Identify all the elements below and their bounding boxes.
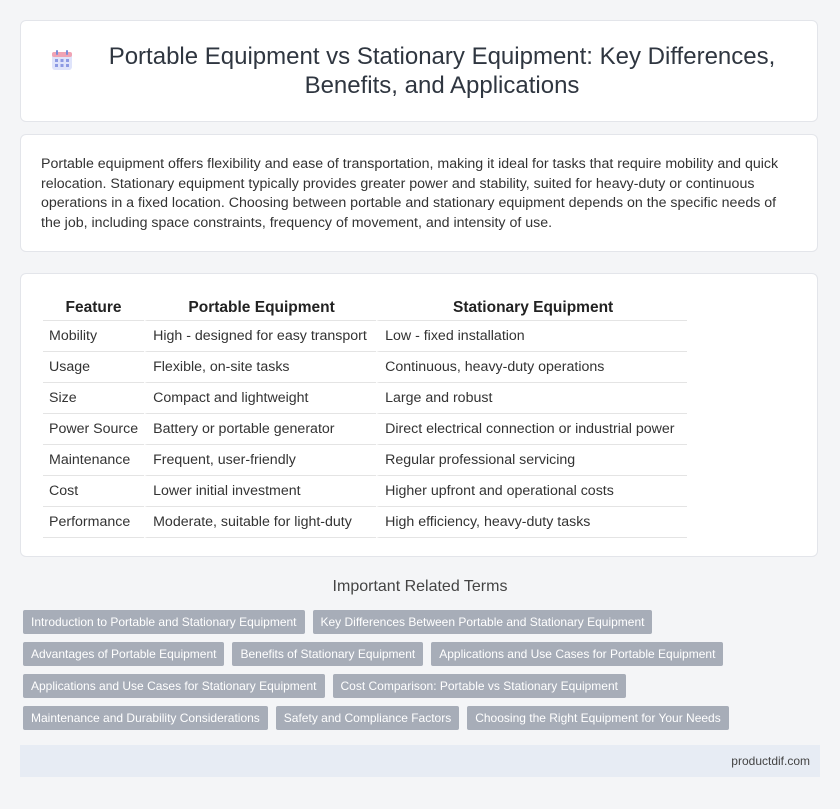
related-term-tag[interactable]: Advantages of Portable Equipment [23, 642, 224, 666]
table-row [43, 383, 687, 414]
related-term-tag[interactable]: Choosing the Right Equipment for Your Needs [467, 706, 729, 730]
feature-cell: Power Source [43, 414, 144, 445]
header-portable: Portable Equipment [144, 294, 376, 321]
stationary-cell: Continuous, heavy-duty operations [376, 352, 687, 383]
table-row [43, 352, 687, 383]
tag-row [23, 706, 823, 730]
table-row [43, 414, 687, 445]
tag-row [23, 642, 823, 666]
table-row [43, 445, 687, 476]
related-terms-title: Important Related Terms [332, 578, 508, 595]
stationary-cell: Direct electrical connection or industrial power [376, 414, 687, 445]
related-term-tag[interactable]: Safety and Compliance Factors [276, 706, 459, 730]
stationary-cell: Large and robust [376, 383, 687, 414]
portable-cell: Compact and lightweight [144, 383, 376, 414]
intro-card [20, 134, 818, 252]
table-row [43, 476, 687, 507]
table-row [43, 321, 687, 352]
header-card [20, 20, 818, 122]
stationary-cell: Regular professional servicing [376, 445, 687, 476]
portable-cell: High - designed for easy transport [144, 321, 376, 352]
feature-cell: Usage [43, 352, 144, 383]
header-stationary: Stationary Equipment [376, 294, 687, 321]
related-term-tag[interactable]: Benefits of Stationary Equipment [232, 642, 423, 666]
comparison-table [43, 294, 687, 538]
related-term-tag[interactable]: Maintenance and Durability Considerations [23, 706, 268, 730]
portable-cell: Moderate, suitable for light-duty [144, 507, 376, 538]
header-feature: Feature [43, 294, 144, 321]
portable-cell: Lower initial investment [144, 476, 376, 507]
portable-cell: Flexible, on-site tasks [144, 352, 376, 383]
site-name[interactable]: productdif.com [731, 754, 810, 768]
related-term-tag[interactable]: Applications and Use Cases for Stationary Equipment [23, 674, 325, 698]
stationary-cell: Higher upfront and operational costs [376, 476, 687, 507]
feature-cell: Cost [43, 476, 144, 507]
table-header-row [43, 294, 687, 321]
related-term-tag[interactable]: Applications and Use Cases for Portable Equipment [431, 642, 723, 666]
related-term-tag[interactable]: Introduction to Portable and Stationary Equipment [23, 610, 305, 634]
stationary-cell: High efficiency, heavy-duty tasks [376, 507, 687, 538]
stationary-cell: Low - fixed installation [376, 321, 687, 352]
feature-cell: Maintenance [43, 445, 144, 476]
related-term-tag[interactable]: Cost Comparison: Portable vs Stationary Equipment [333, 674, 626, 698]
related-term-tag[interactable]: Key Differences Between Portable and Stationary Equipment [313, 610, 653, 634]
calendar-icon [51, 49, 73, 71]
page-title: Portable Equipment vs Stationary Equipment: Key Differences, Benefits, and Applications [108, 43, 776, 99]
comparison-card [20, 273, 818, 557]
feature-cell: Mobility [43, 321, 144, 352]
tag-row [23, 674, 823, 698]
portable-cell: Battery or portable generator [144, 414, 376, 445]
portable-cell: Frequent, user-friendly [144, 445, 376, 476]
footer [20, 745, 820, 777]
tag-row [23, 610, 823, 634]
related-terms-list [23, 610, 823, 738]
feature-cell: Performance [43, 507, 144, 538]
intro-paragraph: Portable equipment offers flexibility and ease of transportation, making it ideal for tasks that require mobility and quick relocation. Stationary equipment typically provides greater power and stability, suited for heavy-duty or continuous operations in a fixed location. Choosing between portable and stationary equipment depends on the specific needs of the job, including space constraints, frequency of movement, and intensity of use. [41, 156, 779, 231]
feature-cell: Size [43, 383, 144, 414]
table-row [43, 507, 687, 538]
